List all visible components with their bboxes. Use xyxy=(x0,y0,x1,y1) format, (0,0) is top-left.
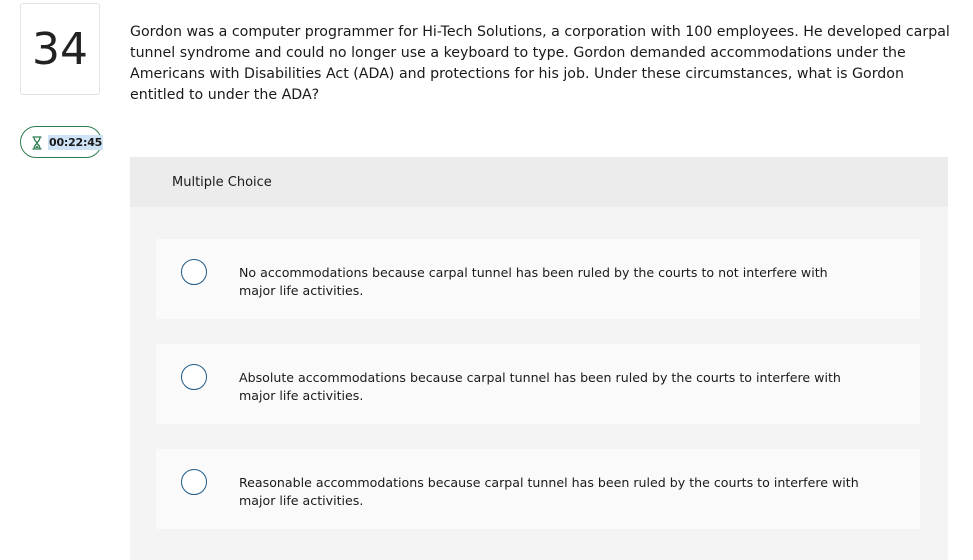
timer-badge[interactable] xyxy=(20,126,102,158)
choice-option-2[interactable] xyxy=(156,344,920,424)
question-text: Gordon was a computer programmer for Hi-Tech Solutions, a corporation with 100 employees. He developed carpal tunnel syndrome and could no longer use a keyboard to type. Gordon demanded accommodations under the Americans with Disabilities Act (ADA) and protections for his job. Under these circumstances, what is Gordon entitled to under the ADA? xyxy=(130,24,950,103)
choice-label: Reasonable accommodations because carpal tunnel has been ruled by the courts to interfere with major life activities. xyxy=(239,475,859,508)
question-type-label: Multiple Choice xyxy=(130,157,948,207)
hourglass-icon xyxy=(31,135,43,149)
choice-option-3[interactable] xyxy=(156,449,920,529)
choice-label: Absolute accommodations because carpal tunnel has been ruled by the courts to interfere with major life activities. xyxy=(239,370,841,403)
radio-button[interactable] xyxy=(181,259,207,285)
timer-value: 00:22:45 xyxy=(49,135,103,149)
choice-label: No accommodations because carpal tunnel has been ruled by the courts to not interfere with major life activities. xyxy=(239,265,828,298)
choice-option-1[interactable] xyxy=(156,239,920,319)
answer-panel xyxy=(130,157,948,560)
radio-button[interactable] xyxy=(181,469,207,495)
radio-button[interactable] xyxy=(181,364,207,390)
question-number: 34 xyxy=(20,3,100,95)
